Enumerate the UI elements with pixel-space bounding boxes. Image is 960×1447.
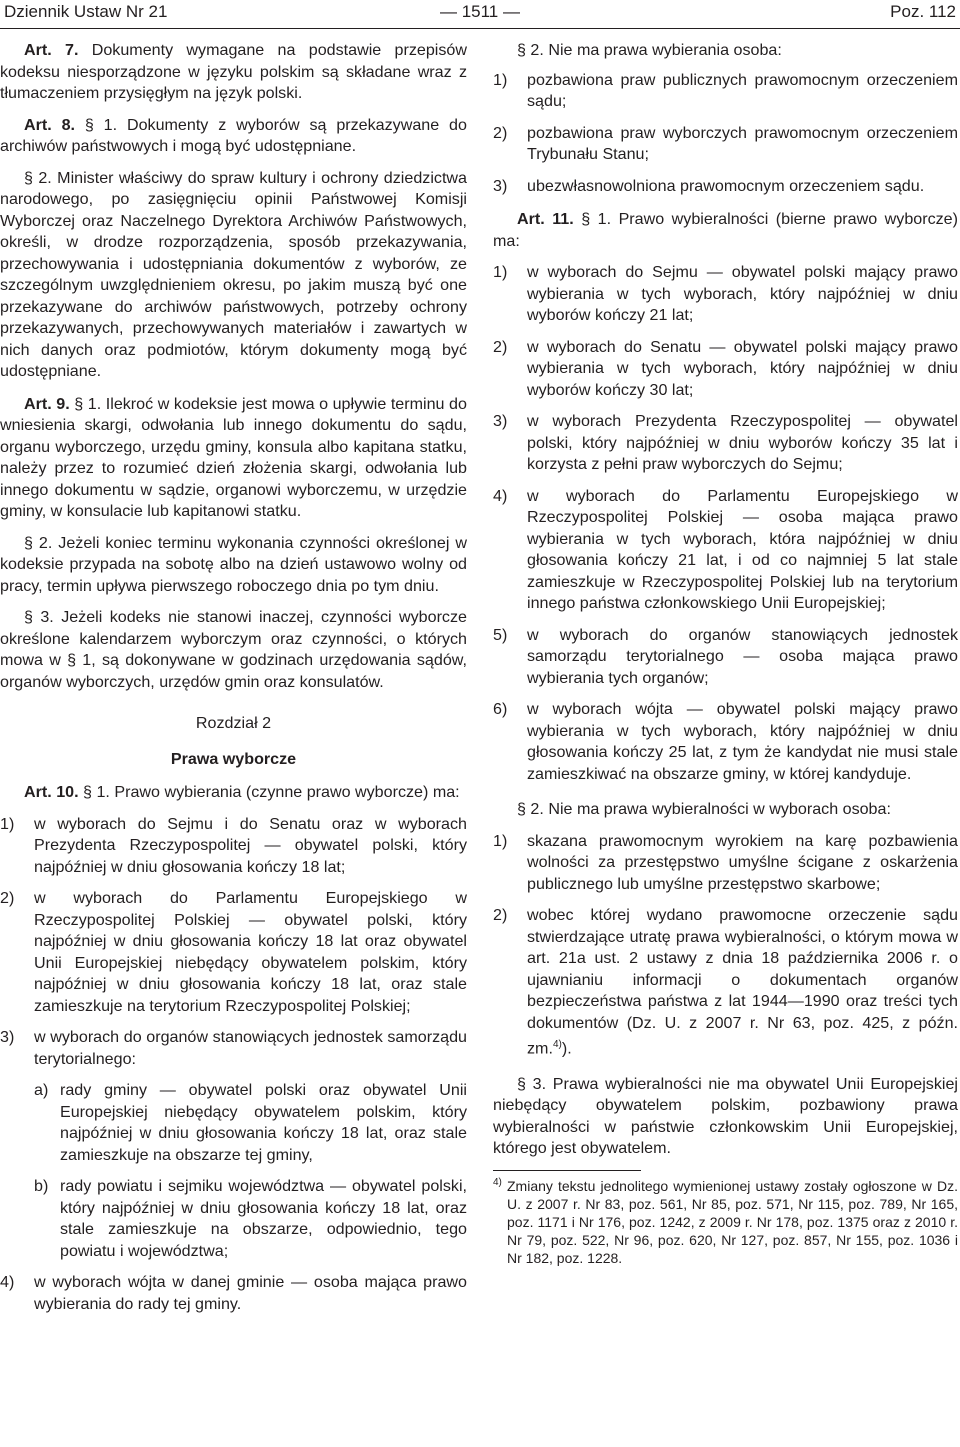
list-item-number: 4) <box>0 1273 15 1291</box>
art8-label: Art. 8. <box>24 115 75 134</box>
sub-list-item-letter: a) <box>34 1081 49 1099</box>
art11-sec3-paragraph <box>493 1074 958 1160</box>
list-item-number: 2) <box>493 337 508 356</box>
list-item <box>493 176 958 198</box>
position-number: Poz. 112 <box>890 2 956 21</box>
art10-sec1-paragraph <box>0 782 467 804</box>
list-item-number: 1) <box>0 814 15 833</box>
page-header <box>0 0 960 28</box>
list-item-number: 6) <box>493 700 508 718</box>
list-item-number: 1) <box>493 831 508 850</box>
list-item-text: w wyborach do Parlamentu Europejskiego w Rzeczypospolitej Polskiej — osoba mająca prawo wybierania w tych wyborach, która najpóźniej w dniu głosowania kończy 21 lat, i od co najmniej 5 lat stale zamieszkuje w Rzeczypospolitej Polskiej lub na terytorium innego państwa członkowskiego Unii Europejskiej; <box>527 486 958 612</box>
list-item <box>0 1272 467 1315</box>
header-divider <box>0 28 960 29</box>
art11-sec2-text: Nie ma prawa wybieralności w wyborach osoba: <box>548 800 891 818</box>
art8-sec1-number: § 1. <box>84 115 118 134</box>
list-item-text: w wyborach Prezydenta Rzeczypospolitej — obywatel polski, który najpóźniej w dniu wyborów kończy 35 lat i korzysta z pełni praw wyborczych do Sejmu; <box>527 412 958 473</box>
list-item <box>0 888 467 1017</box>
art10-sec2-paragraph <box>493 40 958 62</box>
list-item-text-end: ). <box>561 1039 572 1058</box>
art11-sec3-text: Prawa wybieralności nie ma obywatel Unii Europejskiej niebędący obywatelem polskim, pozbawiony prawa wybieralności w państwie członkowskim Unii Europejskiej, którego jest obywatelem. <box>493 1074 958 1158</box>
art9-sec3-number: § 3. <box>24 608 54 626</box>
list-item <box>493 486 958 615</box>
sub-list-item-text: rady powiatu i sejmiku województwa — obywatel polski, który najpóźniej w dniu głosowania kończy 18 lat, oraz stale zamieszkuje na obszarze, odpowiednio, tego powiatu i województwa; <box>60 1177 467 1260</box>
page-number: — 1511 — <box>439 2 520 21</box>
list-item-number: 2) <box>0 889 15 907</box>
footnote <box>493 1177 958 1267</box>
list-item-number: 4) <box>493 486 508 505</box>
list-item-text: w wyborach do organów stanowiących jednostek samorządu terytorialnego — osoba mająca prawo wybierania tych organów; <box>527 625 958 687</box>
list-item-text: w wyborach do Senatu — obywatel polski mający prawo wybierania w tych wyborach, który najpóźniej w dniu wyborów kończy 30 lat; <box>527 337 958 399</box>
sub-list-item <box>34 1176 467 1262</box>
art10-sec2-text: Nie ma prawa wybierania osoba: <box>548 41 782 59</box>
sub-list-item-text: rady gminy — obywatel polski oraz obywatel Unii Europejskiej niebędący obywatelem polskim, który najpóźniej w dniu głosowania kończy 18 lat, oraz stale zamieszkuje na obszarze tej gminy, <box>60 1081 467 1164</box>
list-item-number: 1) <box>493 263 508 281</box>
list-item <box>493 905 958 1060</box>
list-item-text: pozbawiona praw publicznych prawomocnym orzeczeniem sądu; <box>527 70 958 110</box>
art8-sec1-paragraph <box>0 115 467 158</box>
art10-sec1-text: Prawo wybierania (czynne prawo wyborcze) ma: <box>114 783 460 801</box>
art7-paragraph <box>0 40 467 105</box>
art11-sec1-paragraph <box>493 209 958 252</box>
list-item-text: pozbawiona praw wyborczych prawomocnym orzeczeniem Trybunału Stanu; <box>527 123 958 163</box>
art7-text: Dokumenty wymagane na podstawie przepisów kodeksu niesporządzone w języku polskim są składane wraz z tłumaczeniem przysięgłym na język polski. <box>0 41 467 102</box>
list-item <box>493 411 958 476</box>
list-item-number: 1) <box>493 70 508 89</box>
art11-sec1-number: § 1. <box>581 210 612 228</box>
art8-sec1-text: Dokumenty z wyborów są przekazywane do archiwów państwowych i mogą być udostępniane. <box>0 115 467 155</box>
list-item-text: skazana prawomocnym wyrokiem na karę pozbawienia wolności za przestępstwo umyślne ścigane z oskarżenia publicznego lub umyślne przestępstwo skarbowe; <box>527 831 958 893</box>
art11-sec2-number: § 2. <box>517 800 544 818</box>
list-item-text: w wyborach do Sejmu — obywatel polski mający prawo wybierania w tych wyborach, który najpóźniej w dniu wyborów kończy 21 lat; <box>527 263 958 324</box>
art8-sec2-text: Minister właściwy do spraw kultury i ochrony dziedzictwa narodowego, po zasięgnięciu opinii Państwowej Komisji Wyborczej oraz Naczelnego Dyrektora Archiwów Państwowych, określi, w drodze rozporządzenia, sposób przekazywania, przechowywania i udostępniania dokumentów z wyborów, ze szczególnym uwzględnieniem okresu, po jakim muszą być one przekazywane do archiwów państwowych, potrzeby ochrony przekazywanych, przechowywanych materiałów i zawartych w nich danych oraz podmiotów, którym dokumenty mogą być udostępniane. <box>0 168 467 380</box>
list-item-number: 3) <box>493 176 508 195</box>
right-column <box>493 40 958 1267</box>
list-item <box>493 625 958 690</box>
list-item-number: 3) <box>0 1028 15 1046</box>
list-item-text: w wyborach wójta w danej gminie — osoba mająca prawo wybierania do rady tej gminy. <box>34 1273 467 1313</box>
chapter-title: Prawa wyborcze <box>170 749 297 768</box>
art11-sec2-paragraph <box>493 799 958 821</box>
art9-label: Art. 9. <box>24 394 70 413</box>
left-column <box>0 40 467 1315</box>
footnote-divider <box>493 1170 641 1171</box>
art8-sec2-number: § 2. <box>24 168 52 187</box>
list-item <box>493 70 958 113</box>
journal-title: Dziennik Ustaw Nr 21 <box>4 2 168 21</box>
list-item <box>493 831 958 896</box>
list-item-text: w wyborach wójta — obywatel polski mający prawo wybierania w tych wyborach, który najpóźniej w dniu głosowania kończy 25 lat, z tym że kandydat nie musi stale zamieszkiwać na obszarze gminy, w której kandyduje. <box>527 700 958 783</box>
art9-sec2-number: § 2. <box>24 533 53 552</box>
list-item-number: 5) <box>493 625 508 644</box>
art10-label: Art. 10. <box>24 783 79 801</box>
footnote-text: Zmiany tekstu jednolitego wymienionej ustawy zostały ogłoszone w Dz. U. z 2007 r. Nr 83, poz. 561, Nr 85, poz. 571, Nr 115, poz. 789, Nr 165, poz. 1171 i Nr 176, poz. 1242, z 2009 r. Nr 178, poz. 1375 oraz z 2010 r. Nr 79, poz. 522, Nr 96, poz. 620, Nr 127, poz. 857, Nr 155, poz. 1036 i Nr 182, poz. 1228. <box>507 1177 958 1266</box>
list-item-text: w wyborach do Parlamentu Europejskiego w Rzeczypospolitej Polskiej — obywatel polski, który najpóźniej w dniu głosowania kończy 18 lat oraz obywatel Unii Europejskiej niebędący obywatelem polskim, który najpóźniej w dniu głosowania kończy 18 lat, oraz stale zamieszkuje na terytorium Rzeczypospolitej Polskiej; <box>34 889 467 1015</box>
footnote-mark: 4) <box>493 1176 502 1188</box>
footnote-reference[interactable]: 4) <box>552 1039 562 1050</box>
list-item <box>493 123 958 166</box>
art9-sec1-paragraph <box>0 394 467 523</box>
art9-sec1-number: § 1. <box>74 394 102 413</box>
art9-sec2-text: Jeżeli koniec terminu wykonania czynności określonej w kodeksie przypada na sobotę albo na dzień ustawowo wolny od pracy, termin upływa pierwszego roboczego dnia po tym dniu. <box>0 533 467 595</box>
list-item <box>493 262 958 327</box>
list-item <box>0 1027 467 1070</box>
art9-sec1-text: Ilekroć w kodeksie jest mowa o upływie terminu do wniesienia skargi, odwołania lub innego dokumentu do sądu, organu wyborczego, urzędu gminy, konsula albo kapitana statku, należy przez to rozumieć dzień złożenia skargi, odwołania lub innego dokumentu w sądzie, organowi wyborczemu, w urzędzie gminy, w konsulacie lub kapitanowi statku. <box>0 394 467 520</box>
art9-sec3-text: Jeżeli kodeks nie stanowi inaczej, czynności wyborcze określone kalendarzem wyborczym oraz czynności, o których mowa w § 1, są dokonywane w godzinach urzędowania sądów, organów wyborczych, urzędów gmin oraz konsulatów. <box>0 608 467 691</box>
sub-list-item <box>34 1080 467 1166</box>
art7-label: Art. 7. <box>24 41 79 59</box>
art9-sec2-paragraph <box>0 533 467 598</box>
list-item <box>0 814 467 879</box>
list-item-text: ubezwłasnowolniona prawomocnym orzeczeniem sądu. <box>527 176 925 195</box>
art10-sec1-number: § 1. <box>83 783 110 801</box>
art11-sec3-number: § 3. <box>517 1074 547 1093</box>
list-item-text: w wyborach do organów stanowiących jednostek samorządu terytorialnego: <box>34 1028 467 1068</box>
chapter-number: Rozdział 2 <box>195 714 272 732</box>
list-item <box>493 337 958 402</box>
sub-list-item-letter: b) <box>34 1177 49 1195</box>
art8-sec2-paragraph <box>0 168 467 383</box>
art11-sec1-text: Prawo wybieralności (bierne prawo wyborcze) ma: <box>493 210 958 250</box>
art9-sec3-paragraph <box>0 607 467 693</box>
list-item-number: 3) <box>493 412 508 430</box>
art10-sec2-number: § 2. <box>517 41 544 59</box>
list-item-number: 2) <box>493 906 508 924</box>
list-item-text: w wyborach do Sejmu i do Senatu oraz w wyborach Prezydenta Rzeczypospolitej — obywatel polski, który najpóźniej w dniu głosowania kończy 18 lat; <box>34 814 467 876</box>
list-item-text: wobec której wydano prawomocne orzeczenie sądu stwierdzające utratę prawa wybieralności, o którym mowa w art. 21a ust. 2 ustawy z dnia 18 października 2006 r. o ujawnianiu informacji o dokumentach organów bezpieczeństwa państwa z lat 1944—1990 oraz treści tych dokumentów (Dz. U. z 2007 r. Nr 63, poz. 425, z późn. zm. <box>527 906 958 1058</box>
list-item <box>493 699 958 785</box>
art11-label: Art. 11. <box>517 210 574 228</box>
list-item-number: 2) <box>493 123 508 142</box>
